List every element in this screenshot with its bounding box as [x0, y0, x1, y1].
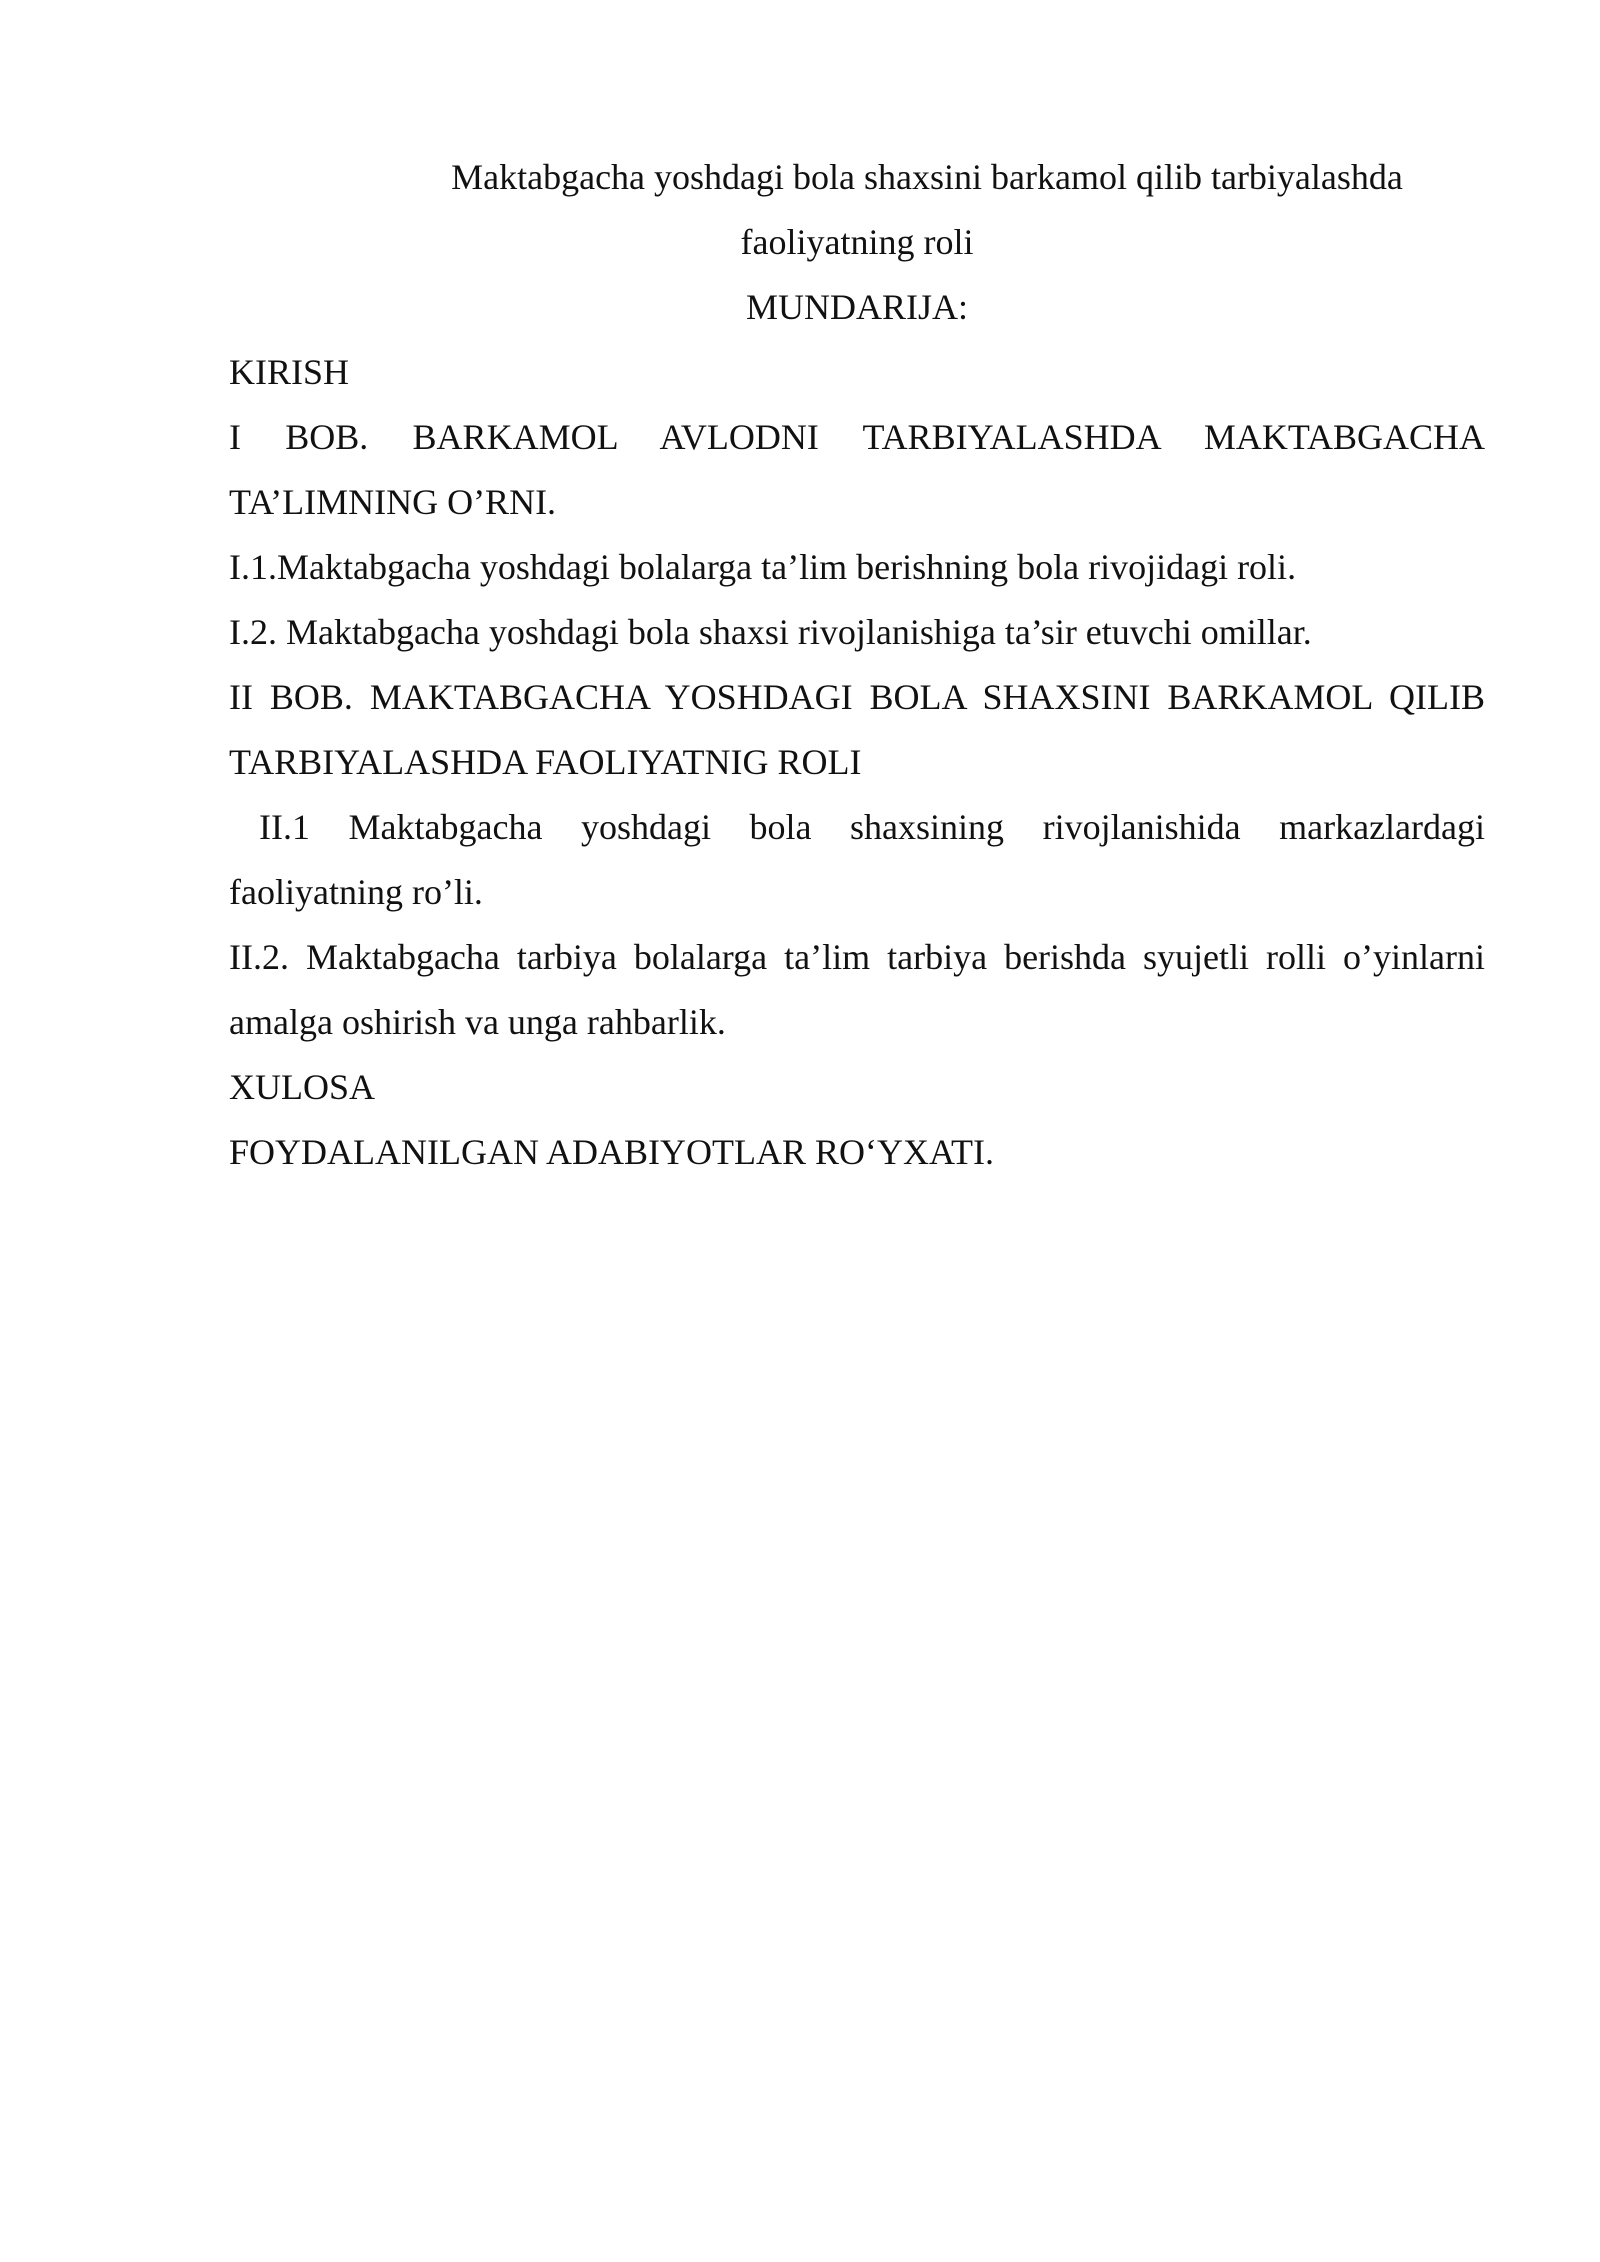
document-content — [229, 145, 1485, 1185]
toc-entry-chapter-2: II BOB. MAKTABGACHA YOSHDAGI BOLA SHAXSINI BARKAMOL QILIB TARBIYALASHDA FAOLIYATNIG ROLI — [229, 677, 1485, 782]
document-title-line-1: Maktabgacha yoshdagi bola shaxsini barkamol qilib tarbiyalashda — [451, 157, 1403, 197]
toc-entry-section-1-2: I.2. Maktabgacha yoshdagi bola shaxsi rivojlanishiga ta’sir etuvchi omillar. — [229, 612, 1312, 652]
toc-entry-conclusion: XULOSA — [229, 1067, 376, 1107]
toc-entry-section-2-1: II.1 Maktabgacha yoshdagi bola shaxsining rivojlanishida markazlardagi faoliyatning ro’li. — [229, 807, 1485, 912]
toc-heading: MUNDARIJA: — [745, 287, 968, 327]
toc-entry-references: FOYDALANILGAN ADABIYOTLAR RO‘YXATI. — [229, 1132, 994, 1172]
toc-entry-section-1-1: I.1.Maktabgacha yoshdagi bolalarga ta’lim berishning bola rivojidagi roli. — [229, 547, 1297, 587]
toc-entry-introduction: KIRISH — [229, 352, 350, 392]
toc-entry-section-2-2: II.2. Maktabgacha tarbiya bolalarga ta’lim tarbiya berishda syujetli rolli o’yinlarni amalga oshirish va unga rahbarlik. — [229, 937, 1485, 1042]
toc-entry-chapter-1: I BOB. BARKAMOL AVLODNI TARBIYALASHDA MAKTABGACHA TA’LIMNING O’RNI. — [229, 417, 1485, 522]
document-title-line-2: faoliyatning roli — [740, 222, 974, 262]
